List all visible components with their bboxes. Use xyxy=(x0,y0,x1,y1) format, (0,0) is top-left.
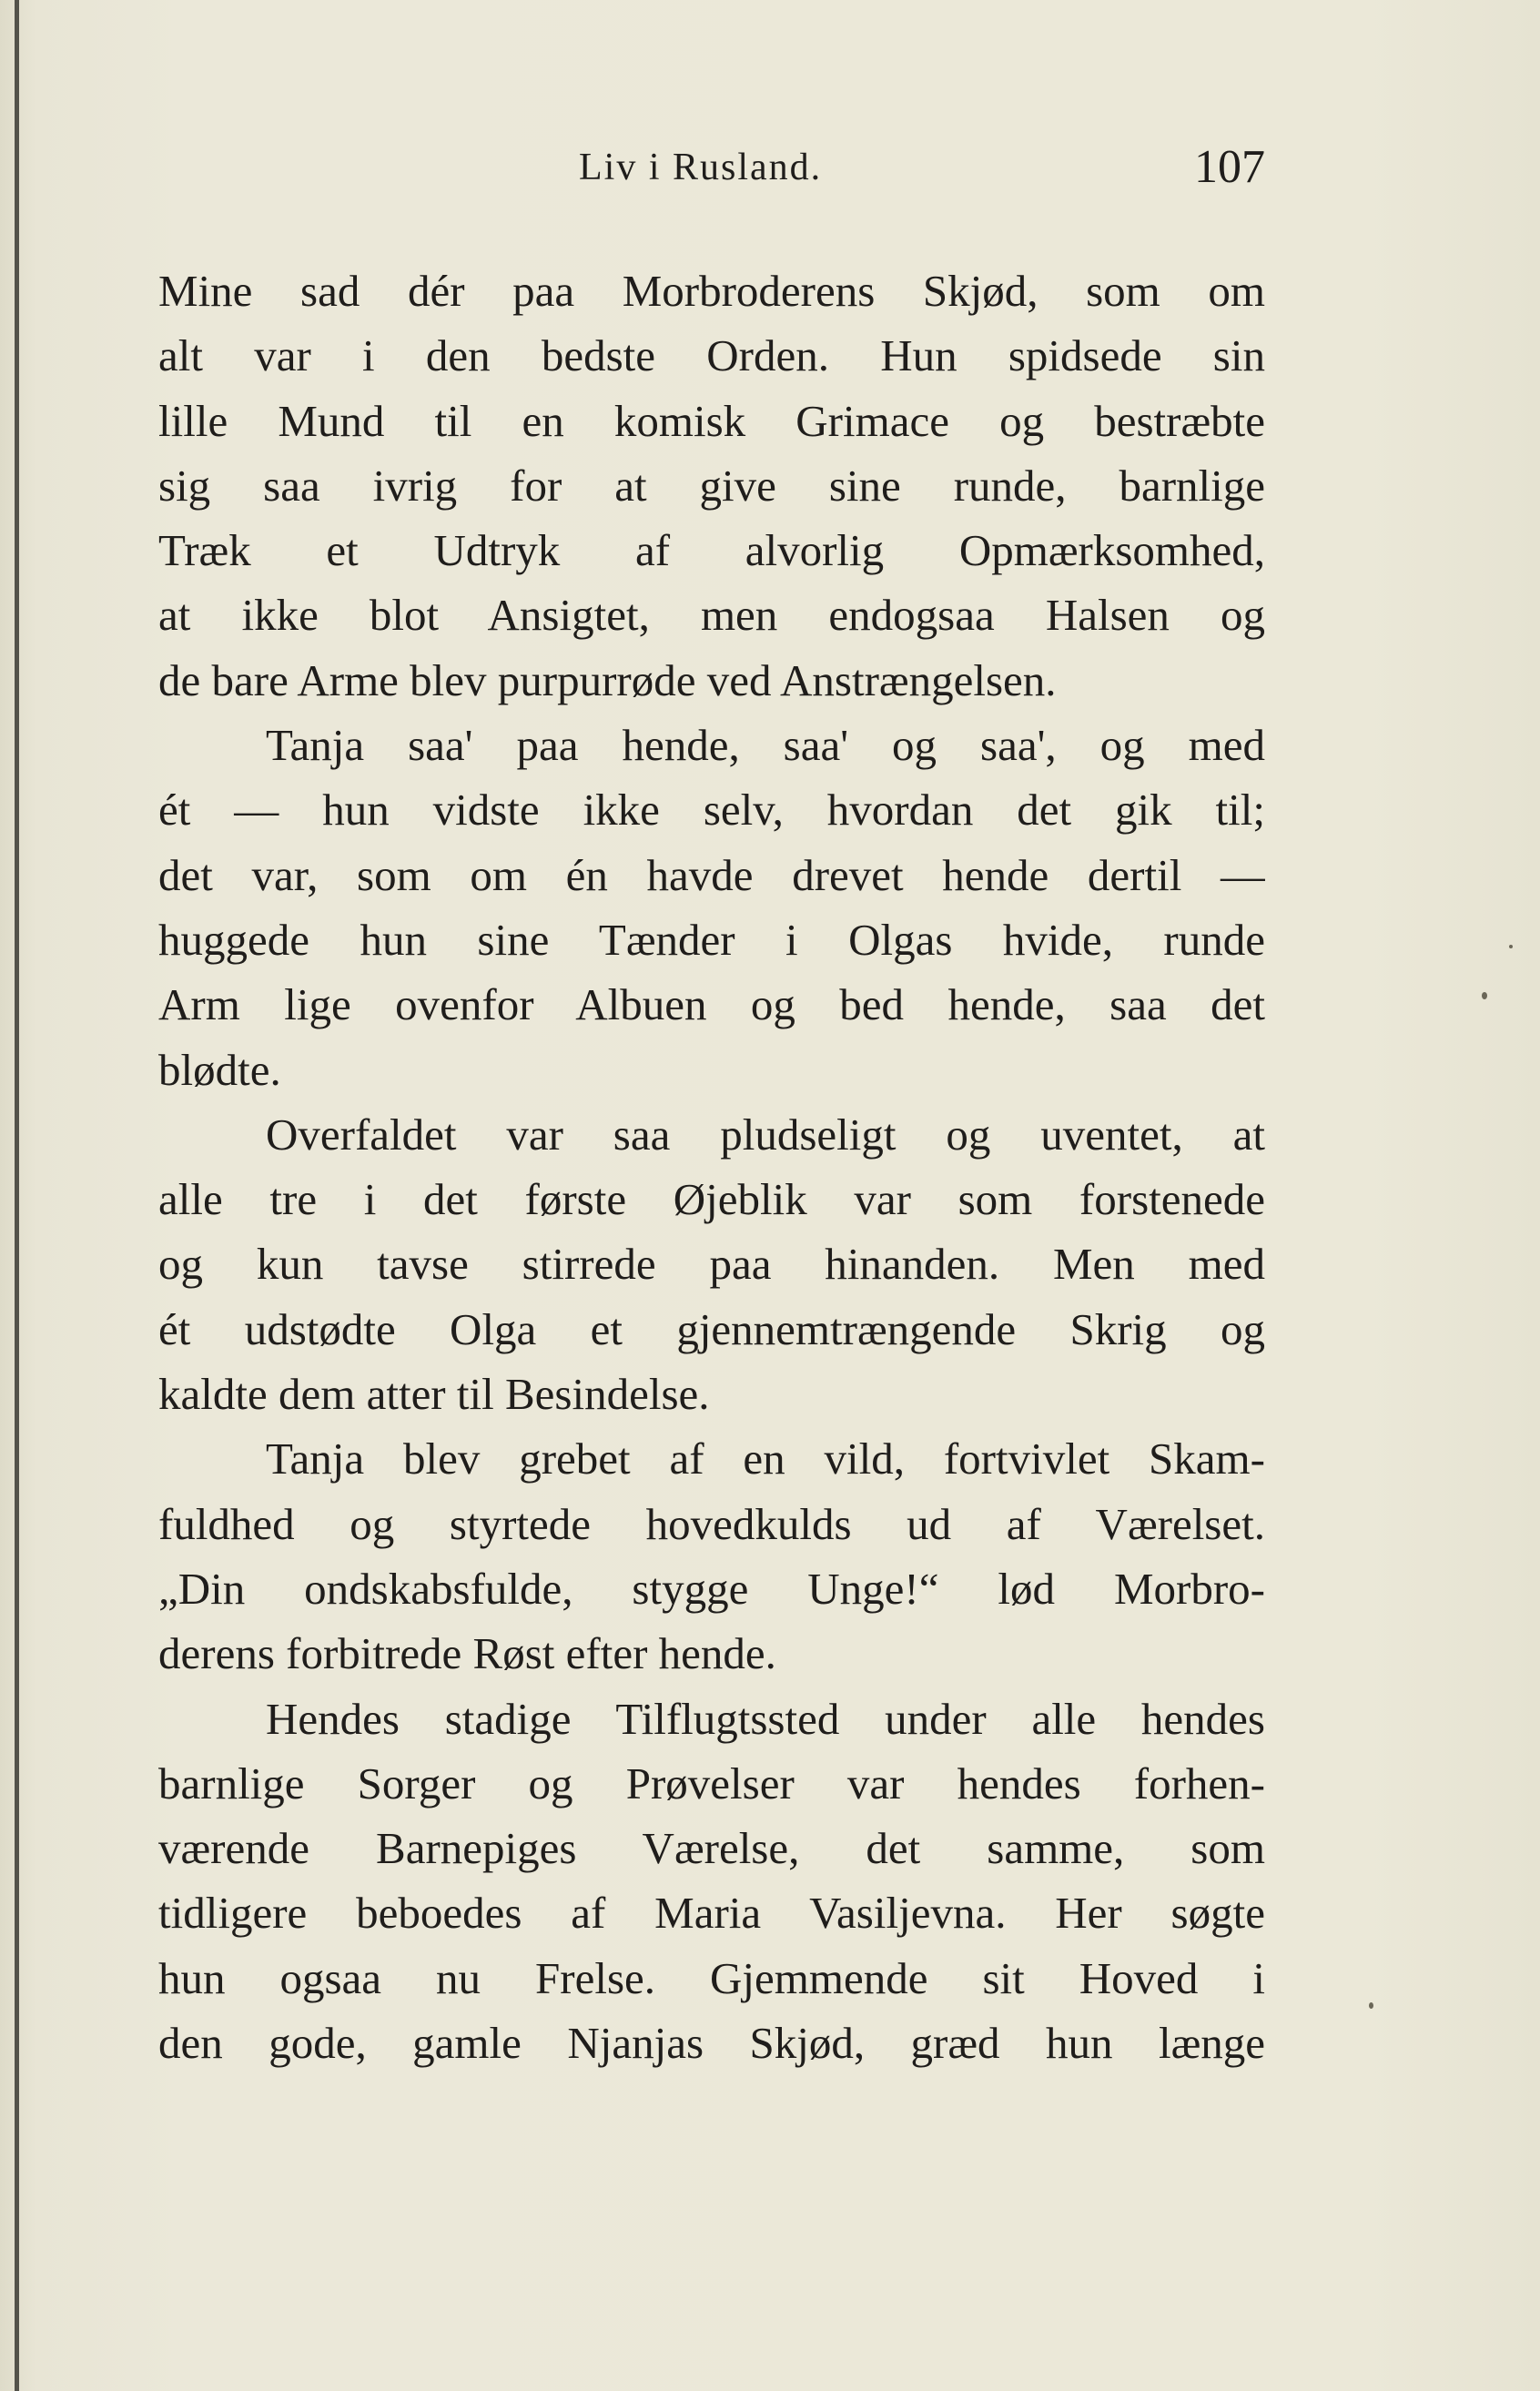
text-line: og kun tavse stirrede paa hinanden. Men med xyxy=(158,1239,1265,1290)
text-line: lille Mund til en komisk Grimace og bestræbte xyxy=(158,395,1265,446)
page-number: 107 xyxy=(1194,141,1265,193)
paper-speck xyxy=(1369,2002,1373,2009)
text-line: de bare Arme blev purpurrøde ved Anstrængelsen. xyxy=(158,654,1057,705)
text-line: værende Barnepiges Værelse, det samme, som xyxy=(158,1823,1265,1874)
text-line: den gode, gamle Njanjas Skjød, græd hun længe xyxy=(158,2018,1265,2069)
body-text xyxy=(158,258,1265,2075)
text-line: alt var i den bedste Orden. Hun spidsede sin xyxy=(158,330,1265,381)
paragraph-start-line: Tanja blev grebet af en vild, fortvivlet Skam- xyxy=(266,1434,1265,1484)
text-line: Træk et Udtryk af alvorlig Opmærksomhed, xyxy=(158,525,1265,576)
text-line: „Din ondskabsfulde, stygge Unge!“ lød Morbro- xyxy=(158,1563,1265,1614)
text-line: ét udstødte Olga et gjennemtrængende Skrig og xyxy=(158,1303,1265,1354)
paper-speck xyxy=(1482,992,1487,999)
text-line: Arm lige ovenfor Albuen og bed hende, saa det xyxy=(158,979,1265,1030)
paper-speck xyxy=(1509,945,1513,948)
running-head: Liv i Rusland. xyxy=(579,147,823,188)
text-line: sig saa ivrig for at give sine runde, barnlige xyxy=(158,460,1265,511)
text-line: alle tre i det første Øjeblik var som forstenede xyxy=(158,1174,1265,1225)
text-line: hun ogsaa nu Frelse. Gjemmende sit Hoved i xyxy=(158,1952,1265,2003)
text-line: Mine sad dér paa Morbroderens Skjød, som om xyxy=(158,266,1265,316)
text-line: at ikke blot Ansigtet, men endogsaa Halsen og xyxy=(158,590,1265,641)
text-line: blødte. xyxy=(158,1044,281,1095)
text-line: tidligere beboedes af Maria Vasiljevna. Her søgte xyxy=(158,1888,1265,1939)
page-header xyxy=(158,137,1265,200)
paragraph-start-line: Overfaldet var saa pludseligt og uventet, at xyxy=(266,1109,1265,1160)
text-line: barnlige Sorger og Prøvelser var hendes forhen- xyxy=(158,1758,1265,1808)
text-line: ét — hun vidste ikke selv, hvordan det gik til; xyxy=(158,785,1265,836)
text-line: derens forbitrede Røst efter hende. xyxy=(158,1628,776,1679)
text-line: kaldte dem atter til Besindelse. xyxy=(158,1369,710,1420)
page-edge-shadow xyxy=(15,0,19,2391)
text-line: fuldhed og styrtede hovedkulds ud af Værelset. xyxy=(158,1498,1265,1549)
paragraph-start-line: Tanja saa' paa hende, saa' og saa', og med xyxy=(266,720,1265,771)
paragraph-start-line: Hendes stadige Tilflugtssted under alle hendes xyxy=(266,1693,1265,1744)
text-line: huggede hun sine Tænder i Olgas hvide, runde xyxy=(158,914,1265,965)
text-line: det var, som om én havde drevet hende dertil — xyxy=(158,849,1265,900)
